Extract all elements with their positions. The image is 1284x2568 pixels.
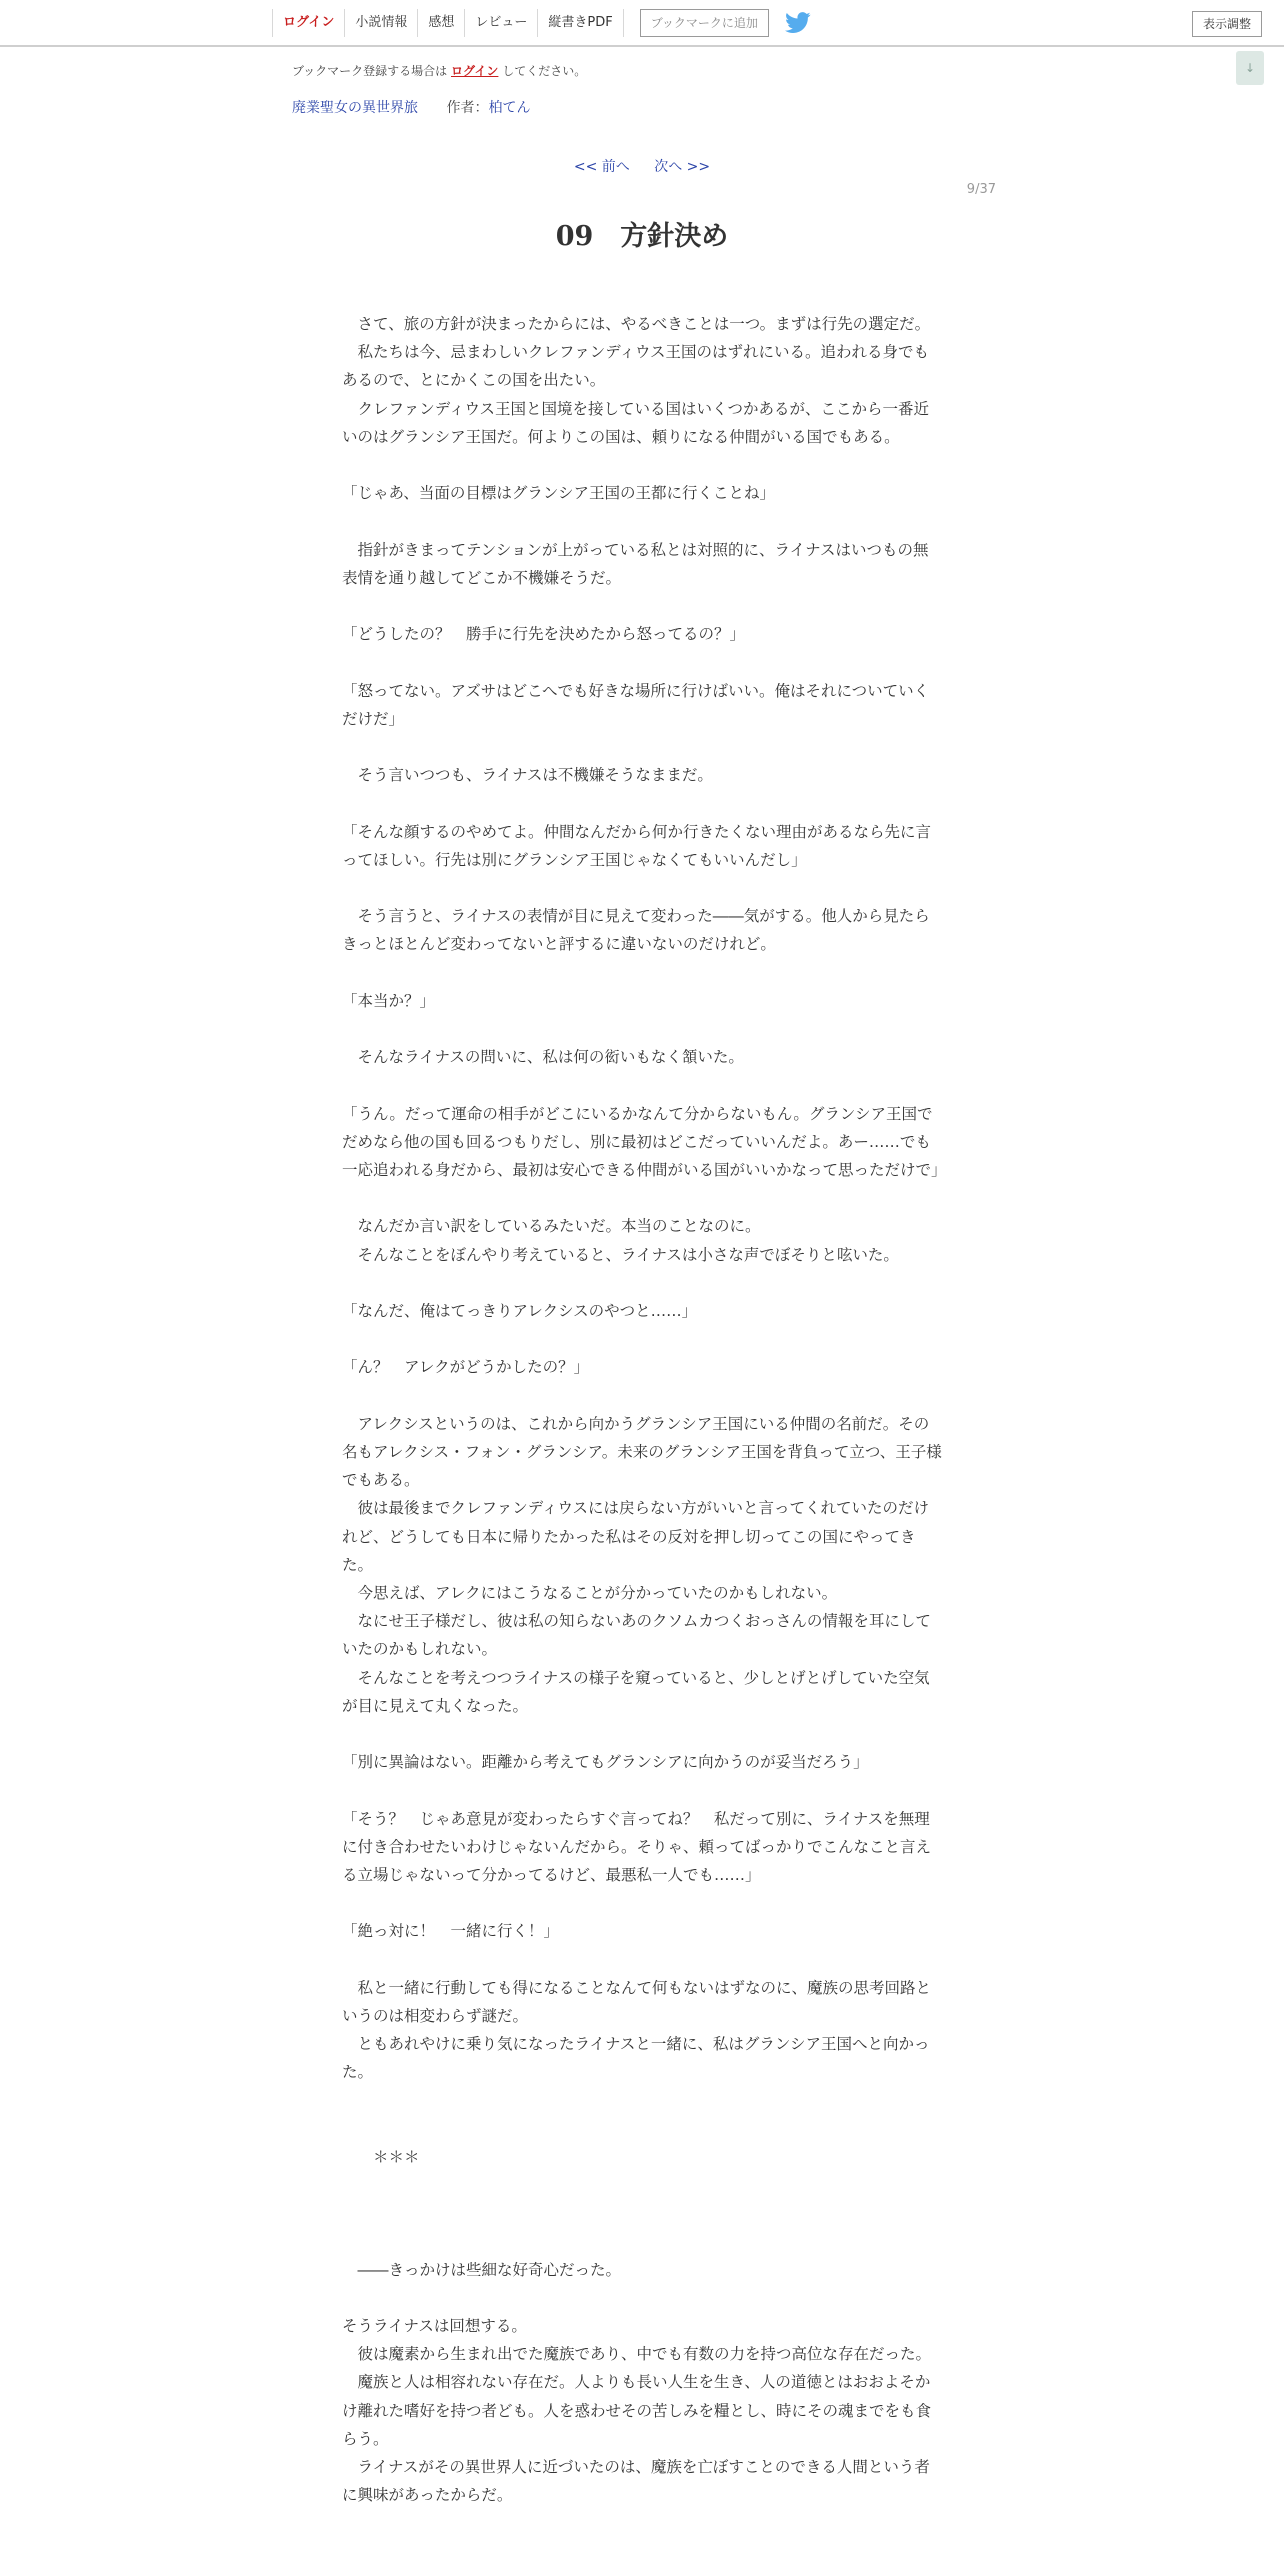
chapter-body (342, 310, 947, 2509)
notice-prefix: ブックマーク登録する場合は (292, 64, 448, 78)
body-paragraph (342, 1269, 942, 1297)
body-paragraph (342, 1015, 942, 1043)
body-paragraph: そう言いつつも、ライナスは不機嫌そうなままだ。 (342, 766, 713, 785)
body-paragraph (342, 1184, 942, 1212)
body-paragraph (342, 507, 942, 535)
body-paragraph: なにせ王子様だし、彼は私の知らないあのクソムカつくおっさんの情報を耳にしていたのかもしれない。 (342, 1612, 931, 1659)
body-paragraph: そう言うと、ライナスの表情が目に見えて変わった――気がする。他人から見たらきっとほとんど変わってないと評するに違いないのだけれど。 (342, 907, 930, 954)
body-paragraph: 「なんだ、俺はてっきりアレクシスのやつと……」 (342, 1301, 698, 1320)
body-paragraph: 「そんな顔するのやめてよ。仲間なんだから何か行きたくない理由があるなら先に言ってほしい。行先は別にグランシア王国じゃなくてもいいんだし」 (342, 822, 932, 869)
body-paragraph: 「どうしたの？ 勝手に行先を決めたから怒ってるの？」 (342, 625, 746, 644)
body-paragraph: さて、旅の方針が決まったからには、やるべきことは一つ。まずは行先の選定だ。 (342, 315, 931, 333)
body-paragraph (342, 1889, 942, 1917)
body-paragraph (342, 789, 942, 817)
main-nav (272, 0, 811, 46)
body-paragraph (342, 592, 942, 620)
display-settings-button[interactable]: 表示調整 (1192, 11, 1262, 37)
body-paragraph: 彼は最後までクレファンディウスには戻らない方がいいと言ってくれていたのだけれど、どうしても日本に帰りたかった私はその反対を押し切ってこの国にやってきた。 (342, 1499, 929, 1574)
notice-login-link[interactable]: ログイン (451, 64, 499, 78)
vertical-pdf-link[interactable]: 縦書きPDF (537, 9, 623, 37)
scroll-down-tab[interactable] (1236, 51, 1264, 85)
top-bar (0, 0, 1284, 47)
series-title-link[interactable]: 廃業聖女の異世界旅 (292, 100, 418, 116)
body-paragraph (342, 1720, 942, 1748)
body-paragraph: そうライナスは回想する。 (342, 2317, 527, 2336)
body-paragraph: 「別に異論はない。距離から考えてもグランシアに向かうのが妥当だろう」 (342, 1753, 869, 1772)
body-paragraph (342, 1946, 942, 1974)
series-header (292, 97, 530, 117)
author-link[interactable]: 柏てん (488, 100, 531, 116)
body-paragraph: クレファンディウス王国と国境を接している国はいくつかあるが、ここから一番近いのはグランシア王国だ。何よりこの国は、頼りになる仲間がいる国でもある。 (342, 399, 929, 446)
body-paragraph (342, 874, 942, 902)
notice-suffix: してください。 (502, 64, 587, 78)
body-paragraph: 「怒ってない。アズサはどこへでも好きな場所に行けばいい。俺はそれについていくだけだ」 (342, 681, 930, 728)
twitter-bird-icon[interactable] (785, 12, 811, 34)
body-paragraph (342, 959, 942, 987)
add-bookmark-button[interactable]: ブックマークに追加 (640, 9, 769, 37)
body-paragraph: ライナスがその異世界人に近づいたのは、魔族を亡ぼすことのできる人間という者に興味があったからだ。 (342, 2458, 930, 2505)
author-label: 作者： (446, 100, 489, 116)
body-paragraph: そんなことを考えつつライナスの様子を窺っていると、少しとげとげしていた空気が目に見えて丸くなった。 (342, 1668, 930, 1715)
arrow-down-icon: ↓ (1244, 61, 1256, 75)
body-paragraph: 魔族と人は相容れない存在だ。人よりも長い人生を生き、人の道徳とはおおよそかけ離れた嗜好を持つ者ども。人を惑わせその苦しみを糧とし、時にその魂までをも食らう。 (342, 2373, 932, 2448)
body-paragraph: 私たちは今、忌まわしいクレファンディウス王国のはずれにいる。追われる身でもあるので、とにかくこの国を出たい。 (342, 343, 929, 390)
next-chapter-link[interactable]: 次へ >> (654, 159, 711, 175)
novel-info-link[interactable]: 小説情報 (344, 9, 417, 37)
body-paragraph (342, 2227, 942, 2255)
body-paragraph: 指針がきまってテンションが上がっている私とは対照的に、ライナスはいつもの無表情を通り越してどこか不機嫌そうだ。 (342, 540, 929, 587)
body-paragraph (342, 2199, 942, 2227)
body-paragraph (342, 733, 942, 761)
chapter-title: 09 方針決め (555, 221, 729, 252)
body-paragraph (342, 1325, 942, 1353)
body-paragraph (342, 1071, 942, 1099)
body-paragraph: 「そう？ じゃあ意見が変わったらすぐ言ってね？ 私だって別に、ライナスを無理に付き合わせたいわけじゃないんだから。そりゃ、頼ってばっかりでこんなこと言える立場じゃないって分かってるけど、最悪私一人でも……」 (342, 1809, 932, 1884)
body-paragraph: 「本当か？」 (342, 991, 436, 1010)
body-paragraph: ――きっかけは些細な好奇心だった。 (342, 2260, 622, 2279)
body-paragraph (342, 2284, 942, 2312)
body-paragraph (342, 451, 942, 479)
body-paragraph: 「絶っ対に！ 一緒に行く！」 (342, 1922, 560, 1941)
body-paragraph: なんだか言い訳をしているみたいだ。本当のことなのに。 (342, 1217, 761, 1236)
body-paragraph: アレクシスというのは、これから向かうグランシア王国にいる仲間の名前だ。その名もアレクシス・フォン・グランシア。未来のグランシア王国を背負って立つ、王子様でもある。 (342, 1414, 942, 1490)
body-paragraph: 「うん。だって運命の相手がどこにいるかなんて分からないもん。グランシア王国でだめなら他の国も回るつもりだし、別に最初はどこだっていいんだよ。あー……でも一応追われる身だから、最初は安心できる仲間がいる国がいいかなって思っただけで」 (342, 1104, 947, 1179)
body-paragraph: 今思えば、アレクにはこうなることが分かっていたのかもしれない。 (342, 1583, 838, 1602)
bookmark-notice (292, 62, 586, 79)
chapter-nav (0, 156, 1284, 176)
body-paragraph: 彼は魔素から生まれ出でた魔族であり、中でも有数の力を持つ高位な存在だった。 (342, 2345, 932, 2364)
body-paragraph (342, 2171, 942, 2199)
body-paragraph (342, 2115, 942, 2143)
body-paragraph (342, 1776, 942, 1804)
body-paragraph: 私と一緒に行動しても得になることなんて何もないはずなのに、魔族の思考回路というのは相変わらず謎だ。 (342, 1978, 932, 2025)
body-paragraph: ともあれやけに乗り気になったライナスと一緒に、私はグランシア王国へと向かった。 (342, 2035, 930, 2082)
page-count: 9/37 (966, 182, 996, 197)
body-paragraph: そんなライナスの問いに、私は何の衒いもなく頷いた。 (342, 1048, 744, 1067)
body-paragraph (342, 648, 942, 676)
body-paragraph: 「じゃあ、当面の目標はグランシア王国の王都に行くことね」 (342, 484, 775, 503)
body-paragraph (342, 1382, 942, 1410)
review-link[interactable]: レビュー (464, 9, 537, 37)
prev-chapter-link[interactable]: << 前へ (573, 159, 630, 175)
body-paragraph: 「ん？ アレクがどうかしたの？」 (342, 1358, 590, 1377)
login-link[interactable]: ログイン (272, 9, 344, 37)
body-paragraph (342, 2087, 942, 2115)
impressions-link[interactable]: 感想 (417, 9, 464, 37)
body-paragraph: ＊＊＊ (342, 2147, 420, 2166)
body-paragraph: そんなことをぼんやり考えていると、ライナスは小さな声でぼそりと呟いた。 (342, 1245, 899, 1264)
